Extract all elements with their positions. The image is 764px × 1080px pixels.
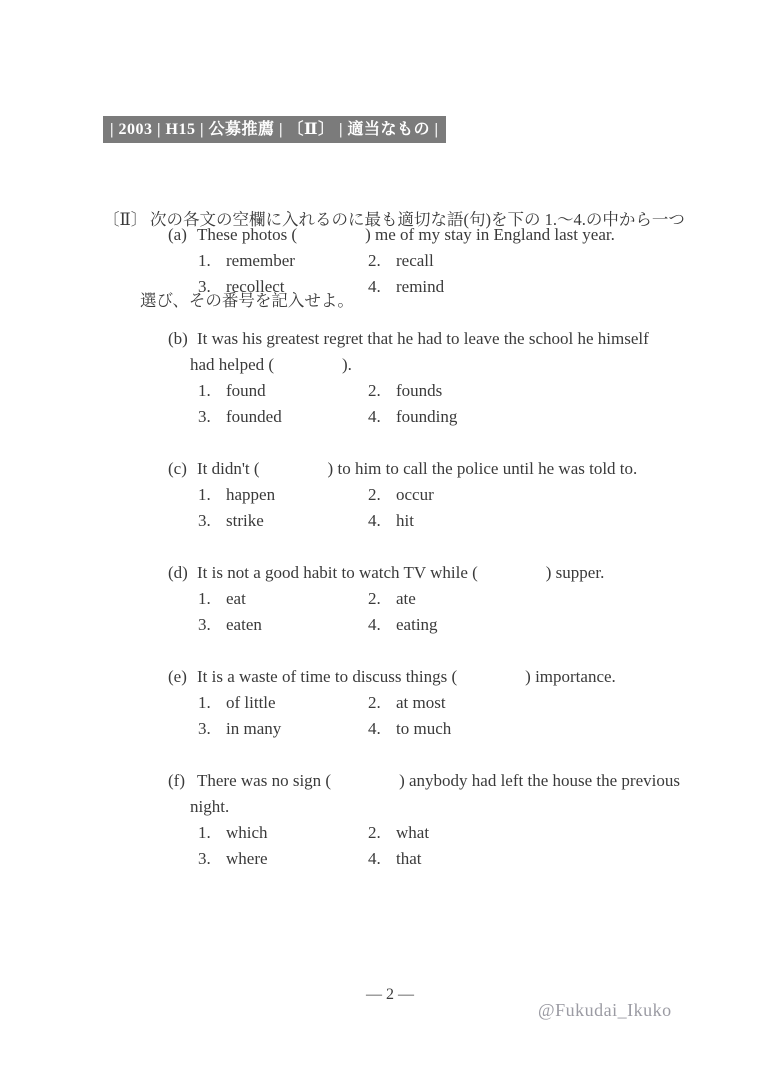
option-number: 4. bbox=[368, 407, 381, 426]
option-row bbox=[198, 378, 728, 404]
option-item bbox=[198, 690, 368, 716]
option-text: at most bbox=[396, 693, 446, 712]
option-number: 1. bbox=[198, 485, 211, 504]
option-item bbox=[198, 586, 368, 612]
option-number: 4. bbox=[368, 719, 381, 738]
option-row bbox=[198, 586, 728, 612]
option-number: 2. bbox=[368, 251, 381, 270]
question-options bbox=[168, 248, 728, 300]
option-number: 2. bbox=[368, 589, 381, 608]
question-text bbox=[168, 222, 728, 248]
option-row bbox=[198, 248, 728, 274]
option-text: strike bbox=[226, 511, 264, 530]
question-text-cont: night. bbox=[190, 797, 230, 816]
question-label: (f) bbox=[168, 771, 185, 790]
option-row bbox=[198, 690, 728, 716]
option-item bbox=[198, 716, 368, 742]
option-item bbox=[368, 378, 442, 404]
question-sentence: There was no sign ( ) anybody had left the house the previous bbox=[197, 771, 680, 790]
question-text-cont: had helped ( ). bbox=[190, 355, 352, 374]
option-number: 4. bbox=[368, 511, 381, 530]
option-item bbox=[198, 482, 368, 508]
question-block bbox=[168, 326, 728, 430]
question-options bbox=[168, 820, 728, 872]
question-options bbox=[168, 690, 728, 742]
question-block bbox=[168, 664, 728, 742]
question-sentence: It was his greatest regret that he had to leave the school he himself bbox=[197, 329, 649, 348]
option-text: to much bbox=[396, 719, 452, 738]
option-item bbox=[368, 690, 446, 716]
option-text: what bbox=[396, 823, 430, 842]
option-text: eating bbox=[396, 615, 438, 634]
option-text: eaten bbox=[226, 615, 262, 634]
option-text: that bbox=[396, 849, 422, 868]
question-list bbox=[168, 222, 728, 898]
instruction-line-2: 選び、その番号を記入せよ。 bbox=[140, 291, 354, 310]
option-item bbox=[198, 378, 368, 404]
option-row bbox=[198, 274, 728, 300]
option-row bbox=[198, 716, 728, 742]
option-item bbox=[368, 716, 451, 742]
question-label: (c) bbox=[168, 459, 187, 478]
question-options bbox=[168, 378, 728, 430]
question-block bbox=[168, 768, 728, 872]
option-number: 2. bbox=[368, 381, 381, 400]
option-number: 1. bbox=[198, 381, 211, 400]
option-number: 3. bbox=[198, 511, 211, 530]
question-sentence: It is a waste of time to discuss things ( ) importance. bbox=[197, 667, 616, 686]
option-row bbox=[198, 846, 728, 872]
option-row bbox=[198, 404, 728, 430]
option-text: founding bbox=[396, 407, 458, 426]
question-lines bbox=[168, 456, 728, 482]
option-text: where bbox=[226, 849, 268, 868]
option-item bbox=[198, 846, 368, 872]
question-text bbox=[168, 664, 728, 690]
option-item bbox=[368, 274, 444, 300]
option-item bbox=[368, 612, 438, 638]
option-text: hit bbox=[396, 511, 414, 530]
option-number: 1. bbox=[198, 693, 211, 712]
question-block bbox=[168, 560, 728, 638]
question-sentence: It didn't ( ) to him to call the police until he was told to. bbox=[197, 459, 638, 478]
question-label: (d) bbox=[168, 563, 188, 582]
option-text: founded bbox=[226, 407, 282, 426]
option-item bbox=[198, 612, 368, 638]
option-item bbox=[198, 248, 368, 274]
option-number: 1. bbox=[198, 823, 211, 842]
option-item bbox=[198, 508, 368, 534]
question-label: (b) bbox=[168, 329, 188, 348]
question-lines bbox=[168, 664, 728, 690]
question-text bbox=[168, 560, 728, 586]
option-text: remember bbox=[226, 251, 295, 270]
option-number: 3. bbox=[198, 407, 211, 426]
option-item bbox=[368, 586, 416, 612]
question-sentence: It is not a good habit to watch TV while ( ) supper. bbox=[197, 563, 605, 582]
option-text: in many bbox=[226, 719, 282, 738]
option-item bbox=[198, 404, 368, 430]
option-number: 3. bbox=[198, 277, 211, 296]
option-number: 4. bbox=[368, 615, 381, 634]
option-text: remind bbox=[396, 277, 445, 296]
option-text: founds bbox=[396, 381, 443, 400]
option-number: 4. bbox=[368, 277, 381, 296]
question-options bbox=[168, 482, 728, 534]
option-text: occur bbox=[396, 485, 434, 504]
option-item bbox=[368, 248, 434, 274]
option-item bbox=[368, 820, 429, 846]
option-number: 2. bbox=[368, 693, 381, 712]
question-sentence: These photos ( ) me of my stay in England last year. bbox=[197, 225, 615, 244]
footer-handle: @Fukudai_Ikuko bbox=[538, 1000, 672, 1020]
option-text: ate bbox=[396, 589, 416, 608]
option-text: eat bbox=[226, 589, 246, 608]
option-number: 1. bbox=[198, 251, 211, 270]
option-number: 4. bbox=[368, 849, 381, 868]
header-tag-bar: | 2003 | H15 | 公募推薦 | 〔Ⅱ〕 | 適当なもの | bbox=[103, 116, 446, 143]
option-number: 2. bbox=[368, 823, 381, 842]
question-lines bbox=[168, 768, 728, 820]
question-options bbox=[168, 586, 728, 638]
option-text: of little bbox=[226, 693, 276, 712]
option-item bbox=[198, 274, 368, 300]
option-item bbox=[368, 846, 422, 872]
question-label: (e) bbox=[168, 667, 187, 686]
option-number: 3. bbox=[198, 849, 211, 868]
question-lines bbox=[168, 326, 728, 378]
option-number: 2. bbox=[368, 485, 381, 504]
question-text bbox=[168, 326, 728, 352]
option-number: 3. bbox=[198, 615, 211, 634]
option-text: recall bbox=[396, 251, 434, 270]
question-label: (a) bbox=[168, 225, 187, 244]
option-text: which bbox=[226, 823, 268, 842]
option-row bbox=[198, 508, 728, 534]
question-text bbox=[168, 456, 728, 482]
option-item bbox=[198, 820, 368, 846]
question-lines bbox=[168, 222, 728, 248]
option-text: recollect bbox=[226, 277, 285, 296]
option-text: found bbox=[226, 381, 266, 400]
option-number: 3. bbox=[198, 719, 211, 738]
option-row bbox=[198, 482, 728, 508]
instruction-text-1: 次の各文の空欄に入れるのに最も適切な語(句)を下の 1.～4.の中から一つ bbox=[150, 210, 685, 229]
question-block bbox=[168, 222, 728, 300]
section-label: 〔Ⅱ〕 bbox=[103, 210, 148, 229]
option-item bbox=[368, 482, 434, 508]
option-item bbox=[368, 508, 414, 534]
question-lines bbox=[168, 560, 728, 586]
question-text bbox=[168, 768, 728, 794]
option-item bbox=[368, 404, 457, 430]
question-block bbox=[168, 456, 728, 534]
option-row bbox=[198, 820, 728, 846]
option-text: happen bbox=[226, 485, 276, 504]
option-row bbox=[198, 612, 728, 638]
option-number: 1. bbox=[198, 589, 211, 608]
page-number: — 2 — bbox=[366, 986, 414, 1003]
